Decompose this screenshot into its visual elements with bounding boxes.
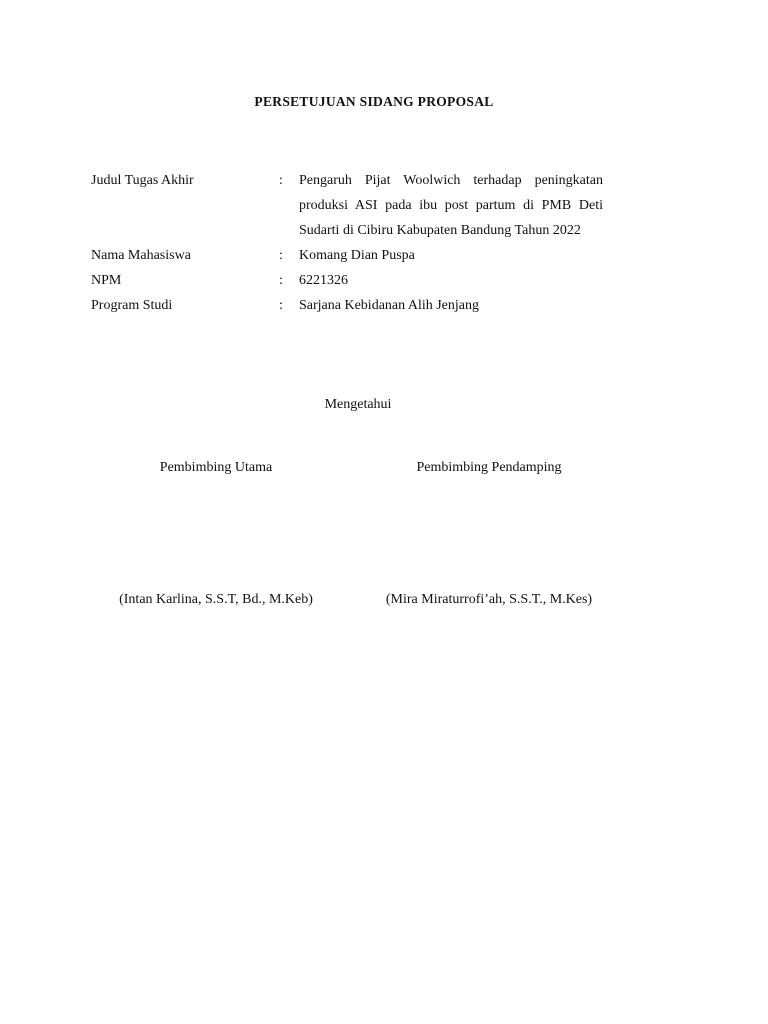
info-label: NPM — [91, 273, 122, 288]
main-supervisor-role: Pembimbing Utama — [159, 460, 273, 475]
co-supervisor-role: Pembimbing Pendamping — [416, 460, 562, 475]
info-row-thesis-title — [91, 168, 603, 243]
acknowledgement-heading: Mengetahui — [324, 397, 392, 412]
info-separator: : — [279, 173, 283, 188]
co-supervisor-name: (Mira Miraturrofi’ah, S.S.T., M.Kes) — [385, 592, 593, 607]
info-row-npm — [91, 268, 603, 293]
info-row-study-program — [91, 293, 603, 318]
info-value: 6221326 — [299, 273, 348, 288]
info-label: Nama Mahasiswa — [91, 248, 191, 263]
info-separator: : — [279, 248, 283, 263]
info-value: Komang Dian Puspa — [299, 248, 415, 263]
info-value: Pengaruh Pijat Woolwich terhadap peningkatan produksi ASI pada ibu post partum di PMB Deti Sudarti di Cibiru Kabupaten Bandung Tahun 2022 — [299, 173, 603, 238]
document-title: PERSETUJUAN SIDANG PROPOSAL — [254, 94, 494, 109]
info-separator: : — [279, 273, 283, 288]
main-supervisor-name: (Intan Karlina, S.S.T, Bd., M.Keb) — [119, 592, 313, 607]
info-value: Sarjana Kebidanan Alih Jenjang — [299, 298, 480, 313]
info-row-student-name — [91, 243, 603, 268]
info-label: Judul Tugas Akhir — [91, 173, 194, 188]
info-separator: : — [279, 298, 283, 313]
info-label: Program Studi — [91, 298, 173, 313]
proposal-info-table — [91, 168, 603, 318]
